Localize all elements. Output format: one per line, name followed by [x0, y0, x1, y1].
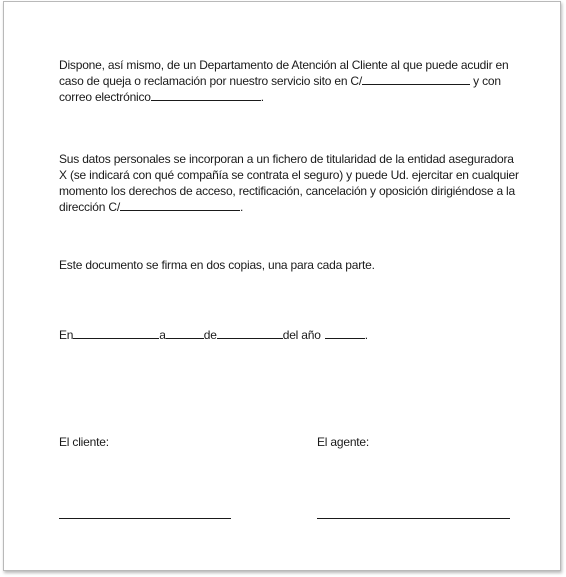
rights-address-blank[interactable]: [120, 199, 240, 211]
place-blank[interactable]: [73, 327, 159, 339]
address-blank[interactable]: [362, 73, 470, 85]
month-blank[interactable]: [217, 327, 283, 339]
en-label: En: [59, 328, 74, 342]
data-protection-paragraph: [59, 151, 519, 215]
client-signature-line[interactable]: [59, 518, 231, 519]
client-signature-label: El cliente:: [59, 435, 109, 449]
email-blank[interactable]: [151, 89, 261, 101]
agent-signature-line[interactable]: [317, 518, 510, 519]
day-blank[interactable]: [166, 327, 204, 339]
copies-paragraph: Este documento se firma en dos copias, una para cada parte.: [59, 258, 375, 272]
de-label: de: [203, 328, 217, 342]
customer-service-text: Dispone, así mismo, de un Departamento de Atención al Cliente al que puede acudir en caso de queja o reclamación por nuestro servicio sito en C/: [59, 58, 509, 88]
data-protection-text: Sus datos personales se incorporan a un fichero de titularidad de la entidad aseguradora X (se indicará con qué compañía se contrata el seguro) y puede Ud. ejercitar en cualquier momento los derechos de acceso, rectificación, cancelación y oposición dirigiéndose a la dirección C/: [59, 152, 519, 214]
email-intro-text: y con correo electrónico: [59, 74, 501, 104]
period-text: .: [260, 90, 264, 104]
agent-signature-label: El agente:: [317, 435, 370, 449]
place-date-line: [59, 327, 368, 343]
year-blank[interactable]: [325, 327, 365, 339]
document-page: [3, 1, 561, 571]
customer-service-paragraph: [59, 57, 519, 105]
a-label: a: [159, 328, 166, 342]
del-anio-label: del año: [282, 328, 321, 342]
period-text: .: [364, 328, 368, 342]
period-text: .: [239, 200, 244, 214]
